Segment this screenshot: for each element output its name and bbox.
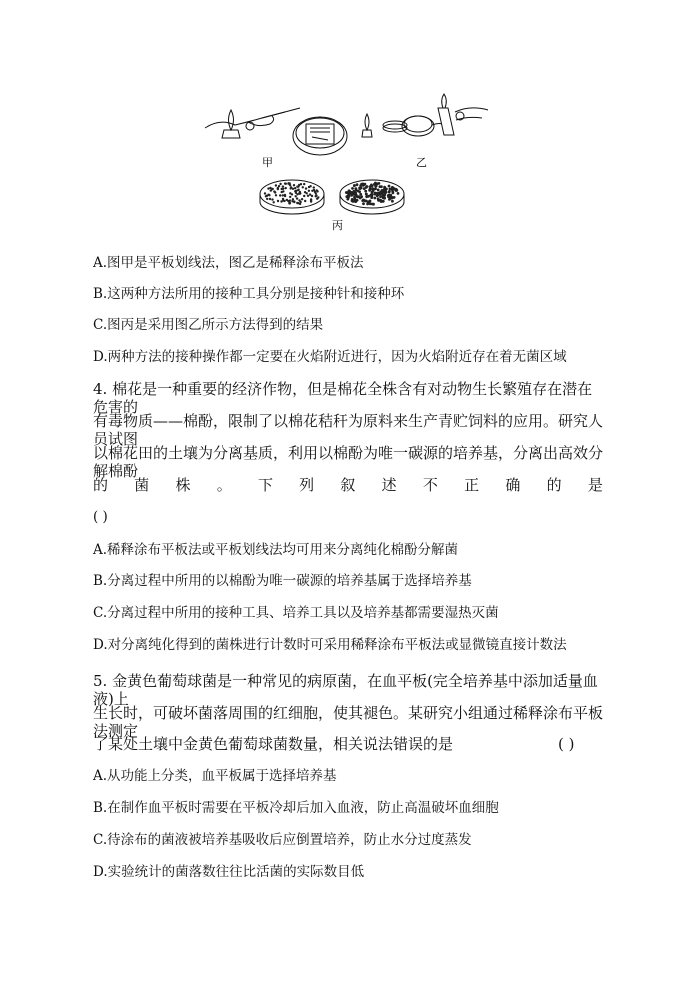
colony-dot <box>388 185 391 188</box>
colony-dot <box>364 183 367 186</box>
q4-char: 不 <box>422 476 438 494</box>
colony-dot <box>388 198 391 201</box>
colony-dot <box>397 192 400 195</box>
q5-stem-line-1: 5. 金黄色葡萄球菌是一种常见的病原菌，在血平板(完全培养基中添加适量血液)上 <box>93 672 598 708</box>
colony-dot <box>287 200 289 202</box>
colony-dot <box>372 188 375 191</box>
colony-dot <box>302 186 304 188</box>
colony-dot <box>303 195 305 197</box>
colony-dot <box>353 184 356 187</box>
figure-yi-illustration <box>362 94 488 137</box>
colony-dot <box>303 183 305 185</box>
colony-dot <box>377 189 380 192</box>
q3-option-b: B.这两种方法所用的接种工具分别是接种针和接种环 <box>93 286 405 302</box>
colony-dot <box>364 199 367 202</box>
figure-label-bing: 丙 <box>332 219 343 232</box>
colony-dot <box>359 184 362 187</box>
colony-dot <box>358 190 361 193</box>
colony-dot <box>278 185 280 187</box>
colony-dot <box>307 195 309 197</box>
colony-dot <box>279 183 281 185</box>
colony-dot <box>266 198 268 200</box>
colony-dot <box>299 201 301 203</box>
colony-dot <box>364 190 367 193</box>
colony-dot <box>385 188 388 191</box>
colony-dot <box>290 186 292 188</box>
colony-dot <box>301 198 303 200</box>
q3-option-c: C.图丙是采用图乙所示方法得到的结果 <box>93 317 324 333</box>
colony-dot <box>305 187 307 189</box>
colony-dot <box>373 193 376 196</box>
q4-char: 菌 <box>134 476 150 494</box>
q4-char: 确 <box>505 476 521 494</box>
colony-dot <box>381 200 384 203</box>
colony-dot <box>300 183 302 185</box>
figure-bing-dish-right <box>340 180 404 214</box>
colony-dot <box>379 195 382 198</box>
colony-dot <box>265 195 267 197</box>
colony-dot <box>285 187 287 189</box>
colony-dot <box>314 191 316 193</box>
colony-dot <box>311 195 313 197</box>
q4-char: 列 <box>299 476 315 494</box>
q5-option-a: A.从功能上分类，血平板属于选择培养基 <box>93 768 337 784</box>
q5-stem-line-2: 生长时，可破坏菌落周围的红细胞，使其褪色。某研究小组通过稀释涂布平板法测定 <box>93 704 604 740</box>
colony-dot <box>285 183 287 185</box>
colony-dot <box>352 193 355 196</box>
q5-stem-line-3: 了某处土壤中金黄色葡萄球菌数量，相关说法错误的是 <box>93 735 454 753</box>
colony-dot <box>355 189 358 192</box>
colony-dot <box>356 183 359 186</box>
colony-dot <box>289 184 291 186</box>
colony-dot <box>308 186 310 188</box>
colony-dot <box>376 192 379 195</box>
colony-dot <box>282 188 284 190</box>
q3-option-a: A.图甲是平板划线法，图乙是稀释涂布平板法 <box>93 255 364 271</box>
colony-dot <box>275 184 277 186</box>
colony-dot <box>352 200 355 203</box>
q4-char: 叙 <box>340 476 356 494</box>
colony-dot <box>366 185 369 188</box>
figure-label-yi: 乙 <box>416 156 427 169</box>
colony-dot <box>296 197 298 199</box>
colony-dot <box>348 190 351 193</box>
colony-dot <box>282 194 284 196</box>
colony-dot <box>282 185 284 187</box>
colony-dot <box>292 198 294 200</box>
colony-dot <box>370 184 373 187</box>
colony-dot <box>267 187 269 189</box>
colony-dot <box>310 198 312 200</box>
q5-option-b: B.在制作血平板时需要在平板冷却后加入血液，防止高温破坏血细胞 <box>93 800 499 816</box>
q4-char: 株 <box>175 476 191 494</box>
colony-dot <box>275 194 277 196</box>
colony-dot <box>389 188 392 191</box>
colony-dot <box>293 201 295 203</box>
colony-dot <box>373 197 376 200</box>
colony-dot <box>348 193 351 196</box>
colony-dot <box>295 195 297 197</box>
colony-dot <box>271 198 273 200</box>
figure-bing-dish-left <box>260 180 324 214</box>
q4-char: 述 <box>381 476 397 494</box>
colony-dot <box>291 193 293 195</box>
colony-dot <box>296 202 298 204</box>
colony-dot <box>313 186 315 188</box>
q4-char: 的 <box>546 476 562 494</box>
colony-dot <box>377 197 380 200</box>
colony-dot <box>277 188 279 190</box>
colony-dot <box>271 188 273 190</box>
q4-char: 下 <box>257 476 273 494</box>
colony-dot <box>267 194 269 196</box>
colony-dot <box>296 193 298 195</box>
figure-label-jia: 甲 <box>262 156 273 169</box>
colony-dot <box>347 196 350 199</box>
q4-option-d: D.对分离纯化得到的菌株进行计数时可采用稀释涂布平板法或显微镜直接计数法 <box>93 637 567 653</box>
colony-dot <box>317 196 319 198</box>
figure-jia-illustration <box>205 108 347 155</box>
colony-dot <box>388 191 391 194</box>
colony-dot <box>274 191 276 193</box>
colony-dot <box>391 190 394 193</box>
q4-char: 的 <box>93 476 109 494</box>
colony-dot <box>381 193 384 196</box>
q4-stem-line-1: 4. 棉花是一种重要的经济作物，但是棉花全株含有对动物生长繁殖存在潜在危害的 <box>93 380 593 416</box>
q4-answer-bracket: ( ) <box>93 509 108 525</box>
colony-dot <box>264 192 266 194</box>
colony-dot <box>282 199 284 201</box>
colony-dot <box>294 187 296 189</box>
colony-dot <box>389 194 392 197</box>
colony-dot <box>362 202 365 205</box>
colony-dot <box>391 200 394 203</box>
q4-stem-line-3: 以棉花田的土壤为分离基质，利用以棉酚为唯一碳源的培养基，分离出高效分解棉酚 <box>93 444 604 480</box>
colony-dot <box>284 194 286 196</box>
q5-answer-bracket: ( ) <box>558 735 575 753</box>
colony-dot <box>395 189 398 192</box>
colony-dot <box>289 196 291 198</box>
q4-char: 是 <box>587 476 603 494</box>
colony-dot <box>306 192 308 194</box>
colony-dot <box>345 191 348 194</box>
colony-dot <box>375 185 378 188</box>
q4-char: 。 <box>216 476 232 494</box>
colony-dot <box>374 182 377 185</box>
colony-dot <box>273 201 275 203</box>
colony-dot <box>392 187 395 190</box>
colony-dot <box>277 200 279 202</box>
colony-dot <box>269 198 271 200</box>
colony-dot <box>298 192 300 194</box>
colony-dot <box>365 193 368 196</box>
q5-option-c: C.待涂布的菌液被培养基吸收后应倒置培养，防止水分过度蒸发 <box>93 832 472 848</box>
q4-stem-line-2: 有毒物质——棉酚，限制了以棉花秸秆为原料来生产青贮饲料的应用。研究人员试图 <box>93 412 604 448</box>
colony-dot <box>279 194 281 196</box>
colony-dot <box>361 199 364 202</box>
colony-dot <box>315 194 317 196</box>
colony-dot <box>368 201 371 204</box>
q4-char: 正 <box>464 476 480 494</box>
colony-dot <box>281 191 283 193</box>
colony-dot <box>316 190 318 192</box>
experiment-figure <box>0 0 696 240</box>
colony-dot <box>357 195 360 198</box>
colony-dot <box>293 184 295 186</box>
colony-dot <box>359 193 362 196</box>
colony-dot <box>304 200 306 202</box>
colony-dot <box>351 187 354 190</box>
colony-dot <box>371 203 374 206</box>
colony-dot <box>383 196 386 199</box>
colony-dot <box>369 194 372 197</box>
colony-dot <box>297 189 299 191</box>
q5-option-d: D.实验统计的菌落数往往比活菌的实际数目低 <box>93 864 365 880</box>
colony-dot <box>311 190 313 192</box>
q4-stem-line-4 <box>93 476 603 494</box>
q4-option-c: C.分离过程中所用的接种工具、培养工具以及培养基都需要湿热灭菌 <box>93 605 499 621</box>
colony-dot <box>308 190 310 192</box>
q4-option-b: B.分离过程中所用的以棉酚为唯一碳源的培养基属于选择培养基 <box>93 573 472 589</box>
colony-dot <box>294 190 296 192</box>
colony-dot <box>393 196 396 199</box>
colony-dot <box>383 190 386 193</box>
colony-dot <box>379 185 382 188</box>
q3-option-d: D.两种方法的接种操作都一定要在火焰附近进行，因为火焰附近存在着无菌区域 <box>93 349 567 365</box>
colony-dot <box>297 185 299 187</box>
q4-option-a: A.稀释涂布平板法或平板划线法均可用来分离纯化棉酚分解菌 <box>93 542 459 558</box>
colony-dot <box>383 193 386 196</box>
